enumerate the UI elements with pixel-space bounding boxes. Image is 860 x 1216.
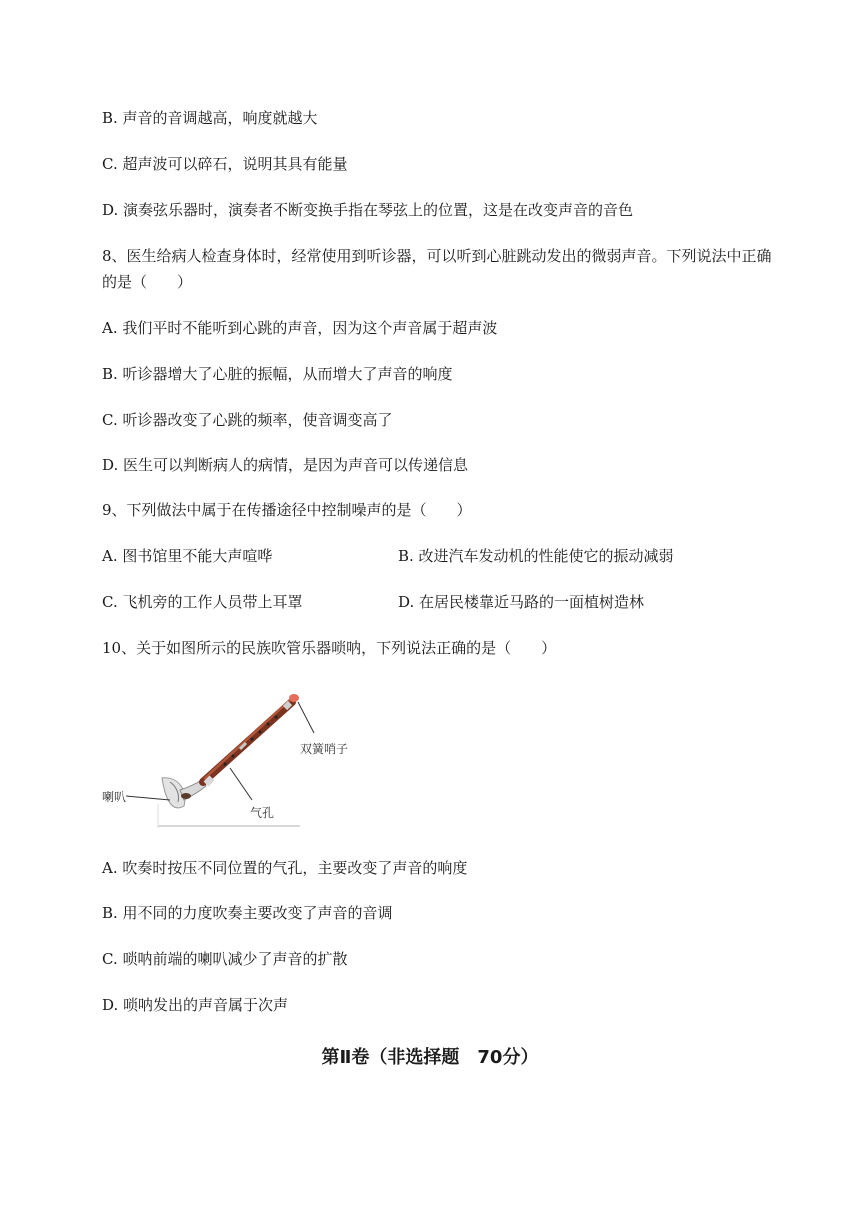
reed-label: 双簧哨子 — [300, 742, 349, 756]
q9-option-c: C. 飞机旁的工作人员带上耳罩 — [102, 593, 303, 611]
suona-figure — [100, 686, 400, 832]
bell-label: 喇叭 — [102, 790, 127, 804]
q8-option-c: C. 听诊器改变了心跳的频率，使音调变高了 — [102, 411, 393, 429]
q8-option-d: D. 医生可以判断病人的病情，是因为声音可以传递信息 — [102, 456, 469, 474]
q10-stem: 10、关于如图所示的民族吹管乐器唢呐，下列说法正确的是（ ） — [102, 639, 557, 657]
q7-option-d: D. 演奏弦乐器时，演奏者不断变换手指在琴弦上的位置，这是在改变声音的音色 — [102, 201, 634, 219]
q10-option-c: C. 唢呐前端的喇叭减少了声音的扩散 — [102, 950, 348, 968]
q9-option-a: A. 图书馆里不能大声喧哗 — [102, 547, 273, 565]
q9-option-d: D. 在居民楼靠近马路的一面植树造林 — [398, 593, 645, 611]
q9-option-b: B. 改进汽车发动机的性能使它的振动减弱 — [398, 547, 674, 565]
q8-stem-line1: 8、医生给病人检查身体时，经常使用到听诊器，可以听到心脏跳动发出的微弱声音。下列说法中正确 — [102, 247, 772, 265]
q8-stem-line2: 的是（ ） — [102, 273, 193, 291]
q8-option-a: A. 我们平时不能听到心跳的声音，因为这个声音属于超声波 — [102, 319, 498, 337]
section-title: 第Ⅱ卷（非选择题 70分） — [321, 1047, 539, 1068]
q10-option-d: D. 唢呐发出的声音属于次声 — [102, 996, 289, 1014]
hole-label: 气孔 — [250, 806, 275, 820]
q9-stem: 9、下列做法中属于在传播途径中控制噪声的是（ ） — [102, 501, 472, 519]
q7-option-c: C. 超声波可以碎石，说明其具有能量 — [102, 155, 348, 173]
q7-option-b: B. 声音的音调越高，响度就越大 — [102, 109, 318, 127]
q10-option-a: A. 吹奏时按压不同位置的气孔，主要改变了声音的响度 — [102, 859, 468, 877]
q10-option-b: B. 用不同的力度吹奏主要改变了声音的音调 — [102, 904, 393, 922]
q8-option-b: B. 听诊器增大了心脏的振幅，从而增大了声音的响度 — [102, 365, 453, 383]
